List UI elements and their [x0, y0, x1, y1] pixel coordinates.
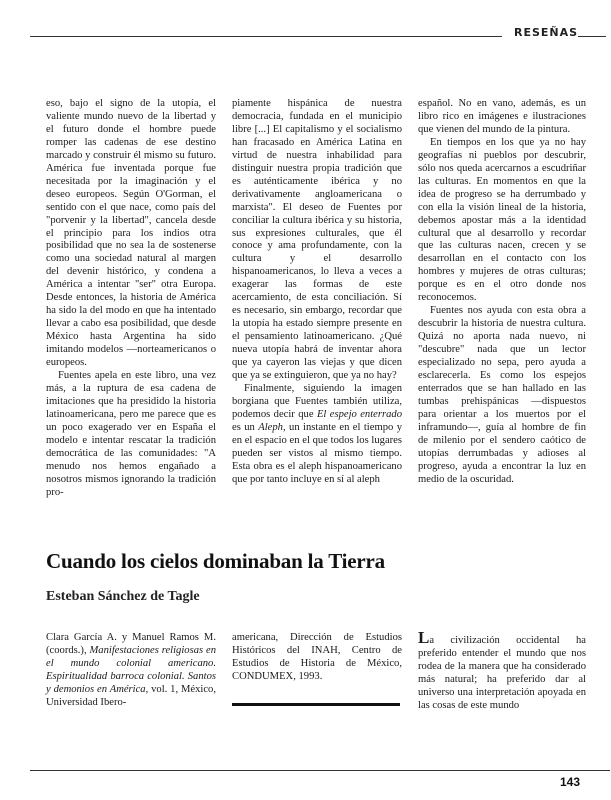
book-title: El espejo enterrado [316, 408, 402, 420]
header-rule [30, 36, 502, 37]
paragraph: Fuentes apela en este libro, una vez más, a la ruptura de esa cadena de imitaciones que ha presidido la historia latinoamericana, pero me parece que es un poco exagerado ver en España el modelo e intentar rescatar la tradición democrática de las comunidades: "A menudo nos hemos engañado a nosotros mismos ignorando la tradición pro- [46, 370, 216, 498]
text-run: , un instante en el tiempo y en el espacio en el que todos los lugares pueden ser vistos al mismo tiempo. Esta obra es el aleph hispanoamericano que por tanto incluye en sí al aleph [232, 421, 402, 485]
drop-cap: L [418, 628, 430, 647]
italic-term: Aleph [258, 421, 283, 433]
paragraph [418, 628, 586, 713]
page-number: 143 [560, 775, 581, 789]
paragraph: español. No en vano, además, es un libro rico en imágenes e ilustraciones que vienen del mundo de la pintura. [418, 98, 586, 135]
bibliography-column-2 [232, 632, 402, 684]
header-rule-tail [578, 36, 606, 37]
paragraph: eso, bajo el signo de la utopía, el valiente mundo nuevo de la libertad y el futuro donde el hombre puede romper las cadenas de ese destino marcado y construir él mismo su futuro. América fue inventada porque fue necesitada por la imaginación y el deseo europeos. Según O'Gorman, el sentido con el que nace, como país del "porvenir y la libertad", cancela desde el principio para los indios otra posibilidad que no sea la de sostenerse como una sociedad natural al margen del devenir histórico, y condena a América a intentar "ser" otra Europa. Desde entonces, la historia de América ha sido la del modo en que ha intentado llevar a cabo esa posibilidad, que desde México hasta Argentina ha sido imitando modelos —norteamericanos o europeos. [46, 98, 216, 369]
paragraph: En tiempos en los que ya no hay geografías ni pueblos por descubrir, sólo nos queda acercarnos a escudriñar las culturas. En momentos en que la idea de progreso se ha derrumbado y con ella la visión lineal de la historia, debemos apostar más a la identidad cultural que al desarrollo y recordar que las culturas nacen, crecen y se desarrollan en el contacto con los hombres y mujeres de otras culturas; porque es en el otro donde nos reconocemos. [418, 136, 586, 304]
paragraph [232, 383, 402, 487]
text-run: a civilización occidental ha preferido entender el mundo que nos rodea de la manera que ha considerado más natural; ha preferido dar al universo una interpretación apoyada en las cosas de este mundo [418, 635, 586, 711]
thick-rule [232, 703, 400, 706]
bibliography-column-1 [46, 632, 216, 710]
paragraph: Fuentes nos ayuda con esta obra a descubrir la historia de nuestra cultura. Quizá no aporta nada nuevo, ni "descubre" nada que un lector especializado no sepa, pero ayuda a esclarecerla. Es como los espejos enterrados que se han hallado en las tumbas prehispánicas —dispuestos para orientar a los muertos por el inframundo—, guía al hombre de fin de milenio por el sendero caótico de utopías derrumbadas y adioses al progreso, ayuda a encontrar la luz en medio de la oscuridad. [418, 305, 586, 485]
bibliography [46, 632, 216, 710]
review-body-column [418, 628, 586, 713]
footer-rule [30, 770, 610, 771]
text-run: Finalmente, siguiendo la imagen borgiana que Fuentes también utiliza, podemos decir que [232, 382, 402, 420]
section-label: RESEÑAS [514, 26, 579, 39]
bibliography: americana, Dirección de Estudios Históricos del INAH, Centro de Estudios de Historia de México, CONDUMEX, 1993. [232, 632, 402, 682]
text-run: Clara García A. y Manuel Ramos M. (coords.), [46, 632, 216, 656]
column-1 [46, 98, 216, 500]
text-run: , vol. 1, México, Universidad Ibero- [46, 683, 216, 708]
column-3 [418, 98, 586, 487]
book-title: Manifestaciones religiosas en el mundo colonial americano. Espiritualidad barroca colonial. Santos y demonios en América [46, 644, 216, 695]
review-author: Esteban Sánchez de Tagle [46, 589, 200, 604]
text-run: es un [232, 421, 259, 433]
review-title: Cuando los cielos dominaban la Tierra [46, 549, 385, 573]
paragraph: piamente hispánica de nuestra democracia, fundada en el municipio libre [...] El capitalismo y el socialismo han fracasado en América Latina en virtud de nuestra inhabilidad para distinguir nuestra propia tradición que es auténticamente ibérica y no derivativamente angloamericana o marxista". El deseo de Fuentes por conciliar la cultura ibérica y su historia, sus expresiones culturales, que él conoce y ama profundamente, con la cultura y el desarrollo hispanoamericanos, lo lleva a veces a exagerar las formas de este acercamiento, de esta conciliación. Sí es necesario, sin embargo, recordar que la utopía ha estado siempre presente en el pensamiento latinoamericano. ¿Qué nueva utopía habrá de inventar ahora que ya cayeron las viejas y que dicen que ya se extinguieron, que ya no hay? [232, 98, 402, 382]
column-2 [232, 98, 402, 487]
